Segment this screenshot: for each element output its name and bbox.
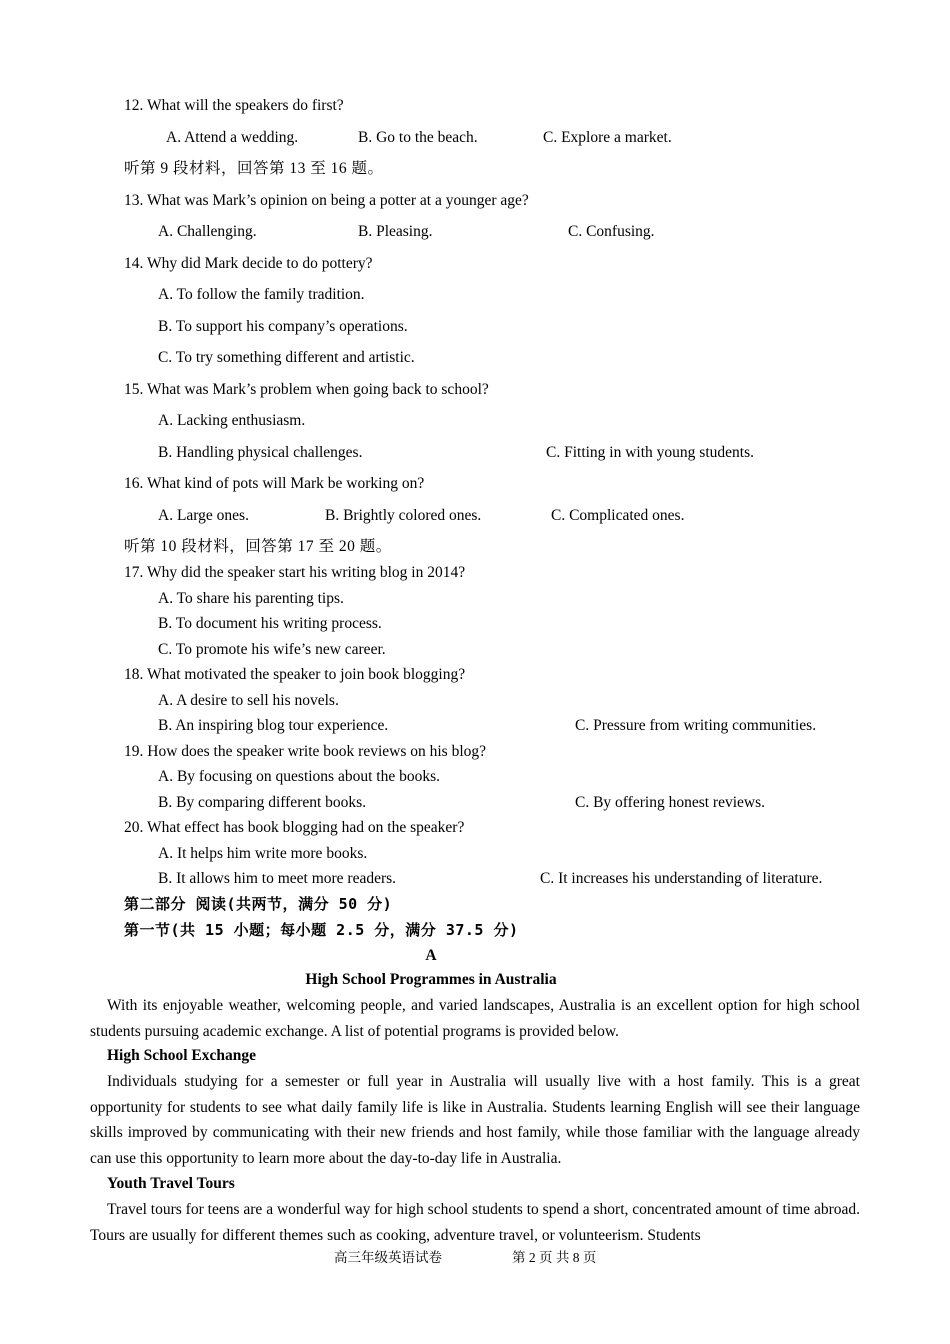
passage-paragraph-exchange: Individuals studying for a semester or full year in Australia will usually live with a host family. This is a great opportunity for students to see what daily family life is like in Australia. Students learning English will see their language skills improved by communicating with their new friends and host family, while those familiar with the language already can use this opportunity to learn more about the day-to-day life in Australia.	[90, 1073, 860, 1167]
section-9-instruction: 听第 9 段材料，回答第 13 至 16 题。	[124, 160, 384, 177]
question-12-option-b: B. Go to the beach.	[358, 129, 478, 146]
question-18-option-b: B. An inspiring blog tour experience.	[158, 717, 389, 734]
question-16-option-c: C. Complicated ones.	[551, 507, 685, 524]
question-12-option-a: A. Attend a wedding.	[166, 129, 299, 146]
question-14-option-b: B. To support his company’s operations.	[158, 318, 408, 335]
question-19-option-c: C. By offering honest reviews.	[575, 794, 765, 811]
question-12-stem: 12. What will the speakers do first?	[124, 97, 344, 114]
question-19-option-a: A. By focusing on questions about the books.	[158, 768, 440, 785]
question-16-stem: 16. What kind of pots will Mark be working on?	[124, 475, 425, 492]
question-17-stem: 17. Why did the speaker start his writing blog in 2014?	[124, 564, 466, 581]
question-17-option-c: C. To promote his wife’s new career.	[158, 641, 386, 658]
question-17-option-b: B. To document his writing process.	[158, 615, 382, 632]
question-13-option-a: A. Challenging.	[158, 223, 257, 240]
subheading-high-school-exchange: High School Exchange	[107, 1047, 256, 1064]
question-15-option-c: C. Fitting in with young students.	[546, 444, 754, 461]
question-13-option-b: B. Pleasing.	[358, 223, 433, 240]
question-18-option-a: A. A desire to sell his novels.	[158, 692, 339, 709]
question-16-option-b: B. Brightly colored ones.	[325, 507, 482, 524]
question-20-option-c: C. It increases his understanding of literature.	[540, 870, 823, 887]
passage-paragraph-tours: Travel tours for teens are a wonderful way for high school students to spend a short, concentrated amount of time abroad. Tours are usually for different themes such as cooking, adventure travel, or volunteerism. Students	[90, 1201, 860, 1244]
footer-exam-title: 高三年级英语试卷	[334, 1250, 442, 1265]
passage-label: A	[425, 947, 437, 964]
question-20-option-a: A. It helps him write more books.	[158, 845, 368, 862]
question-15-option-a: A. Lacking enthusiasm.	[158, 412, 306, 429]
question-15-stem: 15. What was Mark’s problem when going back to school?	[124, 381, 489, 398]
question-12-option-c: C. Explore a market.	[543, 129, 672, 146]
question-14-option-a: A. To follow the family tradition.	[158, 286, 365, 303]
question-16-option-a: A. Large ones.	[158, 507, 249, 524]
question-13-stem: 13. What was Mark’s opinion on being a potter at a younger age?	[124, 192, 529, 209]
question-15-option-b: B. Handling physical challenges.	[158, 444, 363, 461]
passage-intro: With its enjoyable weather, welcoming people, and varied landscapes, Australia is an excellent option for high school students pursuing academic exchange. A list of potential programs is provided below.	[90, 997, 860, 1040]
subheading-youth-travel-tours: Youth Travel Tours	[107, 1175, 235, 1192]
part-two-heading: 第二部分 阅读(共两节，满分 50 分)	[124, 895, 393, 913]
question-19-option-b: B. By comparing different books.	[158, 794, 367, 811]
question-18-option-c: C. Pressure from writing communities.	[575, 717, 817, 734]
question-13-option-c: C. Confusing.	[568, 223, 655, 240]
section-10-instruction: 听第 10 段材料，回答第 17 至 20 题。	[124, 538, 392, 555]
footer-page-number: 第 2 页 共 8 页	[512, 1250, 597, 1265]
question-18-stem: 18. What motivated the speaker to join book blogging?	[124, 666, 466, 683]
question-19-stem: 19. How does the speaker write book reviews on his blog?	[124, 743, 487, 760]
question-17-option-a: A. To share his parenting tips.	[158, 590, 344, 607]
passage-title: High School Programmes in Australia	[305, 971, 557, 988]
question-14-option-c: C. To try something different and artistic.	[158, 349, 415, 366]
section-one-heading: 第一节(共 15 小题；每小题 2.5 分，满分 37.5 分)	[124, 921, 519, 939]
question-20-stem: 20. What effect has book blogging had on the speaker?	[124, 819, 465, 836]
question-14-stem: 14. Why did Mark decide to do pottery?	[124, 255, 373, 272]
question-20-option-b: B. It allows him to meet more readers.	[158, 870, 397, 887]
